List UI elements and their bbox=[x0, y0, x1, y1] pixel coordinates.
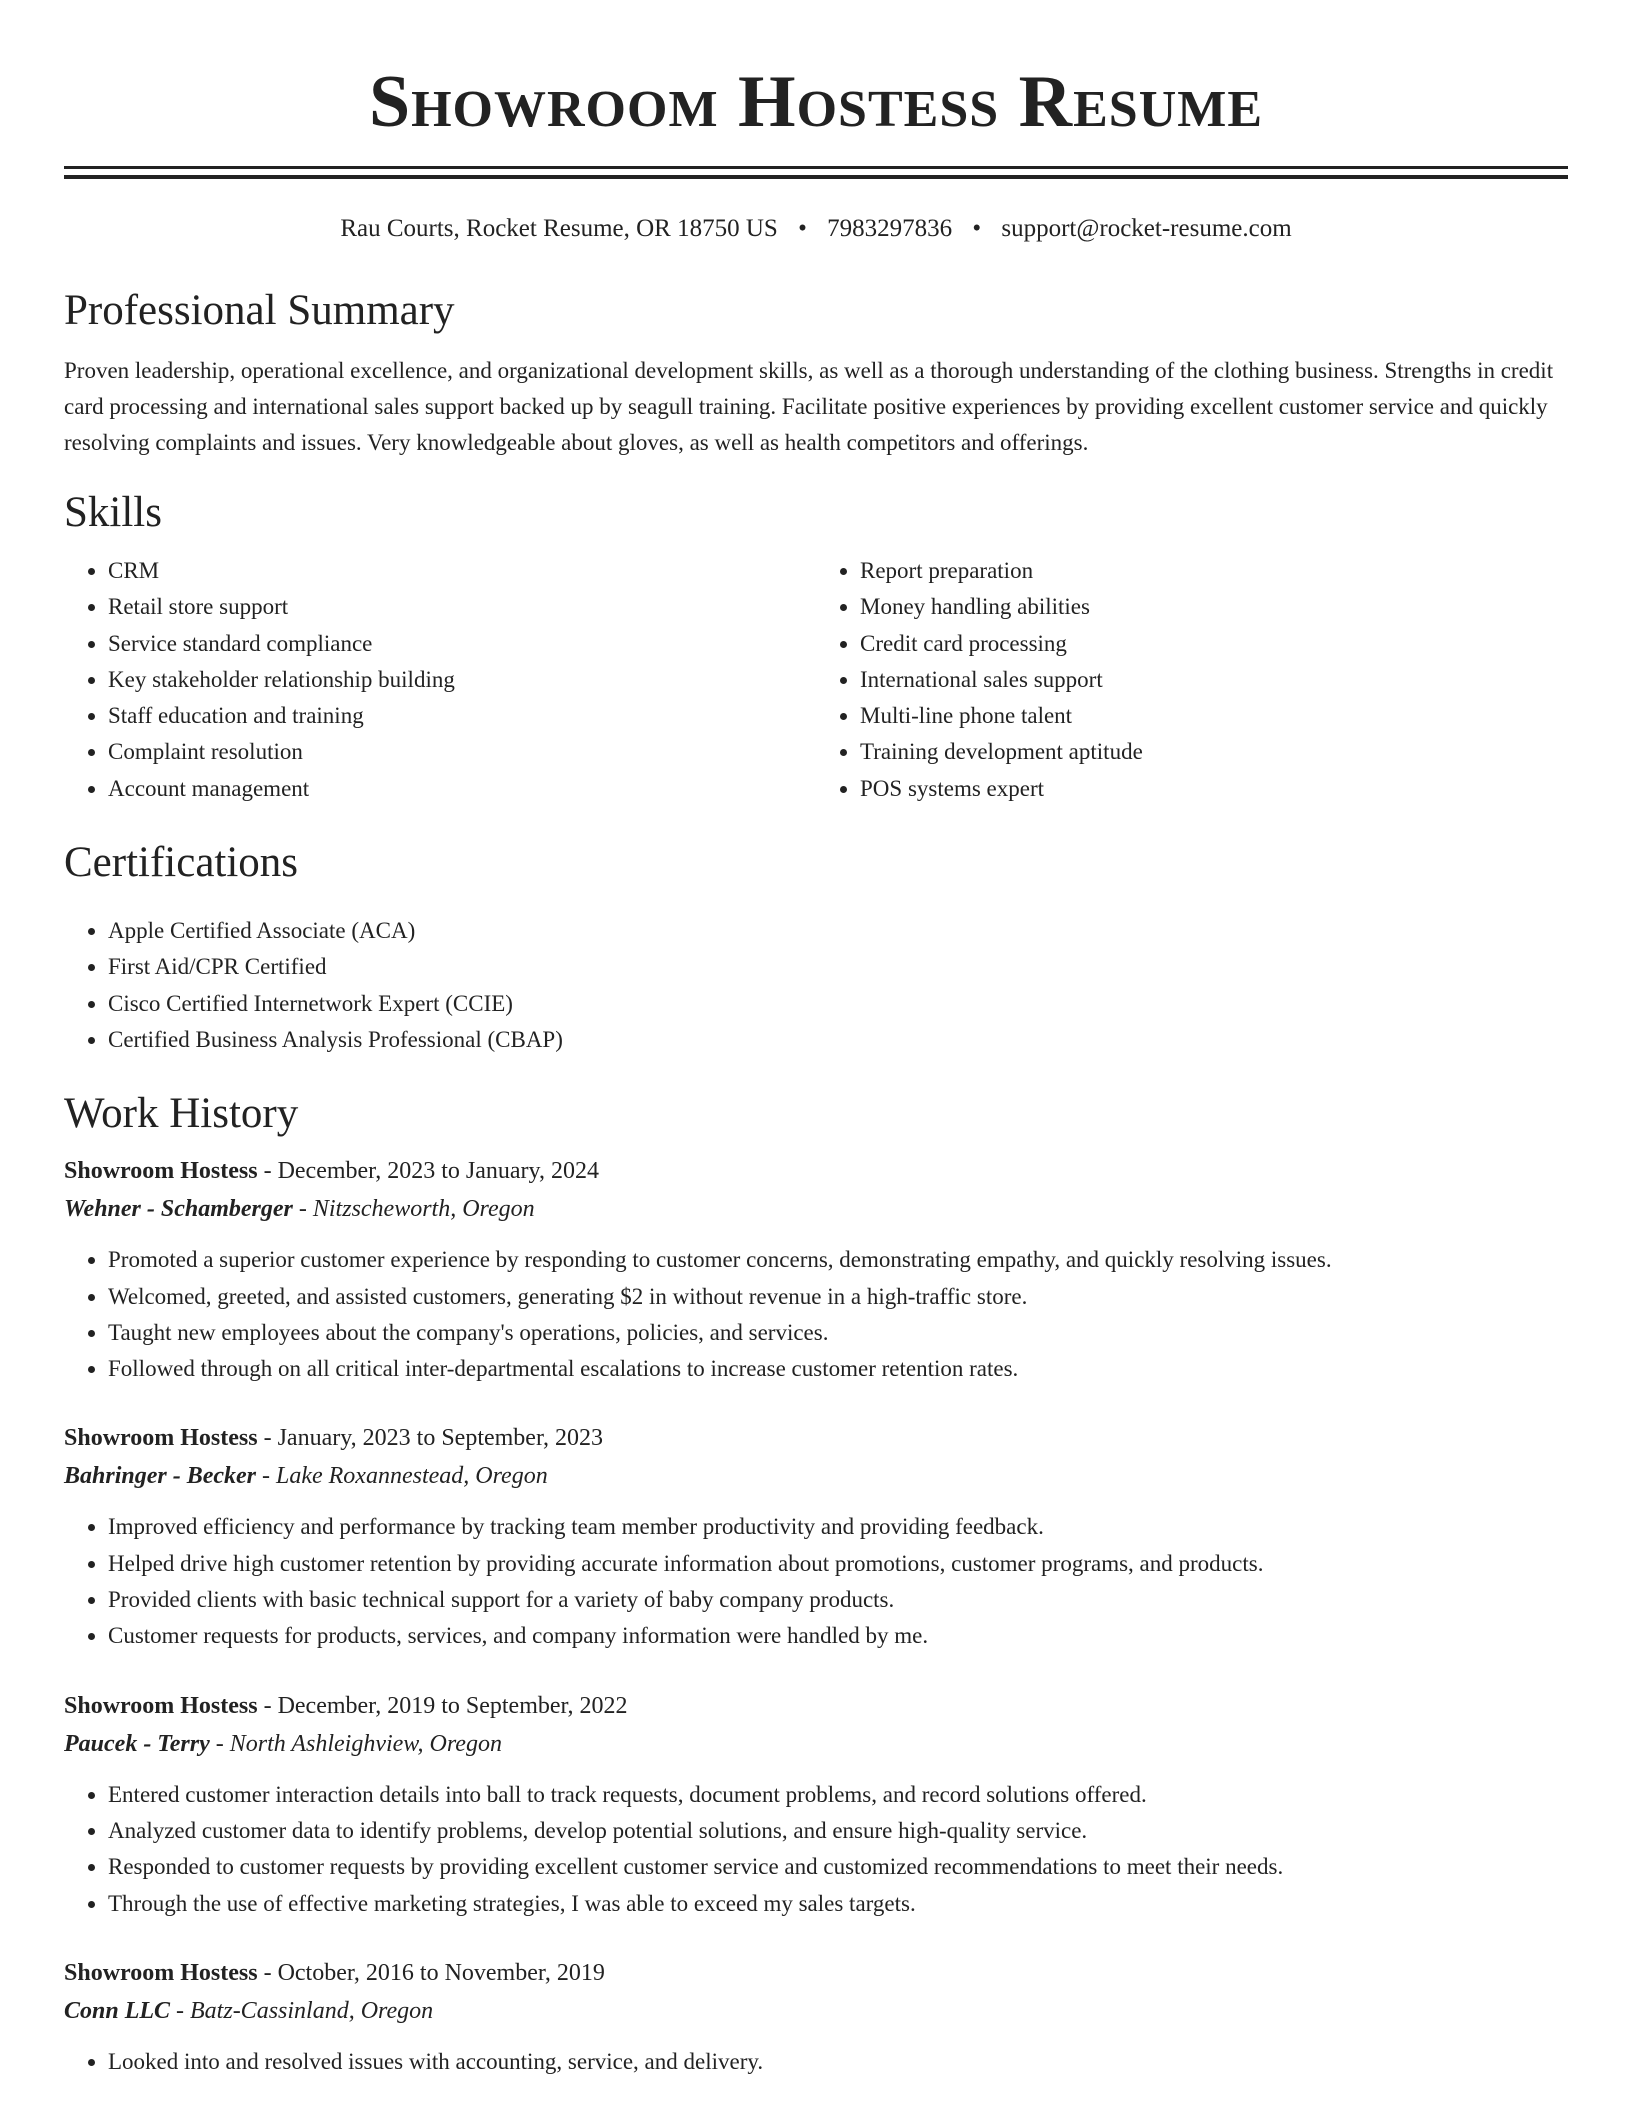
job-bullet: • Responded to customer requests by providing excellent customer service and customized recommendations to meet their needs. bbox=[108, 1849, 1568, 1885]
certification-item: • Cisco Certified Internetwork Expert (CCIE) bbox=[108, 986, 1568, 1022]
job-bullet: • Helped drive high customer retention by providing accurate information about promotions, customer programs, and products. bbox=[108, 1546, 1568, 1582]
skill-item: • POS systems expert bbox=[860, 771, 1568, 807]
job-bullet: • Taught new employees about the company's operations, policies, and services. bbox=[108, 1315, 1568, 1351]
job-role: Showroom Hostess bbox=[64, 1158, 258, 1185]
job-entry bbox=[64, 1954, 1568, 2080]
skills-list-right bbox=[816, 553, 1568, 807]
certification-item: • Apple Certified Associate (ACA) bbox=[108, 913, 1568, 949]
skill-item: • Credit card processing bbox=[860, 626, 1568, 662]
contact-email: support@rocket-resume.com bbox=[1001, 215, 1292, 242]
contact-line bbox=[64, 213, 1568, 245]
job-bullet: • Looked into and resolved issues with accounting, service, and delivery. bbox=[108, 2044, 1568, 2080]
contact-address: Rau Courts, Rocket Resume, OR 18750 US bbox=[340, 215, 778, 242]
job-dates: - January, 2023 to September, 2023 bbox=[257, 1425, 603, 1452]
job-bullet: • Welcomed, greeted, and assisted customers, generating $2 in without revenue in a high-traffic store. bbox=[108, 1279, 1568, 1315]
skills-heading: Skills bbox=[64, 489, 162, 536]
title-divider-bottom bbox=[64, 175, 1568, 179]
job-bullets bbox=[64, 1242, 1568, 1387]
contact-phone: 7983297836 bbox=[827, 215, 953, 242]
skill-item: • Money handling abilities bbox=[860, 589, 1568, 625]
job-role: Showroom Hostess bbox=[64, 1425, 258, 1452]
job-title-line bbox=[64, 1687, 1568, 1725]
job-role: Showroom Hostess bbox=[64, 1959, 258, 1986]
job-dates: - December, 2019 to September, 2022 bbox=[257, 1692, 628, 1719]
summary-text: Proven leadership, operational excellence, and organizational development skills, as well as a thorough understanding of the clothing business. Strengths in credit card processing and international sales support backed up by seagull training. Facilitate positive experiences by providing excellent customer service and quickly resolving complaints and issues. Very knowledgeable about gloves, as well as health competitors and offerings. bbox=[64, 358, 1554, 455]
skill-item: • CRM bbox=[108, 553, 816, 589]
job-bullet: • Improved efficiency and performance by tracking team member productivity and providing feedback. bbox=[108, 1509, 1568, 1545]
skill-item: • Key stakeholder relationship building bbox=[108, 662, 816, 698]
job-company: Conn LLC bbox=[64, 1997, 171, 2024]
job-company: Paucek - Terry bbox=[64, 1730, 210, 1757]
job-location: - Batz-Cassinland, Oregon bbox=[170, 1997, 434, 2024]
contact-separator: • bbox=[798, 215, 807, 242]
job-dates: - December, 2023 to January, 2024 bbox=[257, 1158, 599, 1185]
job-company-line bbox=[64, 1190, 1568, 1228]
job-bullet: • Entered customer interaction details into ball to track requests, document problems, and record solutions offered. bbox=[108, 1777, 1568, 1813]
job-company: Bahringer - Becker bbox=[64, 1463, 256, 1490]
skill-item: • Complaint resolution bbox=[108, 734, 816, 770]
skill-item: • Report preparation bbox=[860, 553, 1568, 589]
resume-title: Showroom Hostess Resume bbox=[368, 61, 1264, 143]
job-bullets bbox=[64, 1509, 1568, 1654]
job-bullet: • Analyzed customer data to identify problems, develop potential solutions, and ensure high-quality service. bbox=[108, 1813, 1568, 1849]
skills-columns bbox=[64, 553, 1568, 807]
certification-item: • First Aid/CPR Certified bbox=[108, 949, 1568, 985]
job-bullets bbox=[64, 2044, 1568, 2080]
skills-list-left bbox=[64, 553, 816, 807]
job-company: Wehner - Schamberger bbox=[64, 1196, 293, 1223]
job-bullet: • Through the use of effective marketing strategies, I was able to exceed my sales targets. bbox=[108, 1886, 1568, 1922]
skill-item: • Staff education and training bbox=[108, 698, 816, 734]
job-role: Showroom Hostess bbox=[64, 1692, 258, 1719]
job-location: - Lake Roxannestead, Oregon bbox=[256, 1463, 548, 1490]
contact-separator: • bbox=[972, 215, 982, 242]
job-title-line bbox=[64, 1152, 1568, 1190]
summary-heading: Professional Summary bbox=[64, 287, 455, 334]
certifications-heading: Certifications bbox=[64, 839, 299, 887]
skill-item: • International sales support bbox=[860, 662, 1568, 698]
job-company-line bbox=[64, 1992, 1568, 2030]
job-bullet: • Promoted a superior customer experience by responding to customer concerns, demonstrating empathy, and quickly resolving issues. bbox=[108, 1242, 1568, 1278]
job-entry bbox=[64, 1152, 1568, 1387]
certification-item: • Certified Business Analysis Professional (CBAP) bbox=[108, 1022, 1568, 1058]
job-title-line bbox=[64, 1419, 1568, 1457]
skill-item: • Training development aptitude bbox=[860, 734, 1568, 770]
job-dates: - October, 2016 to November, 2019 bbox=[257, 1959, 605, 1986]
job-company-line bbox=[64, 1725, 1568, 1763]
job-bullets bbox=[64, 1777, 1568, 1922]
skill-item: • Service standard compliance bbox=[108, 626, 816, 662]
job-entry bbox=[64, 1419, 1568, 1654]
skill-item: • Multi-line phone talent bbox=[860, 698, 1568, 734]
job-title-line bbox=[64, 1954, 1568, 1992]
job-bullet: • Provided clients with basic technical support for a variety of baby company products. bbox=[108, 1582, 1568, 1618]
certifications-list bbox=[64, 913, 1568, 1058]
job-company-line bbox=[64, 1457, 1568, 1495]
skill-item: • Account management bbox=[108, 771, 816, 807]
job-bullet: • Followed through on all critical inter-departmental escalations to increase customer retention rates. bbox=[108, 1351, 1568, 1387]
job-entry bbox=[64, 1687, 1568, 1922]
title-divider-top bbox=[64, 166, 1568, 169]
job-bullet: • Customer requests for products, services, and company information were handled by me. bbox=[108, 1618, 1568, 1654]
job-location: - Nitzscheworth, Oregon bbox=[292, 1196, 535, 1223]
job-location: - North Ashleighview, Oregon bbox=[209, 1730, 502, 1757]
work-history-heading: Work History bbox=[64, 1090, 299, 1138]
skill-item: • Retail store support bbox=[108, 589, 816, 625]
